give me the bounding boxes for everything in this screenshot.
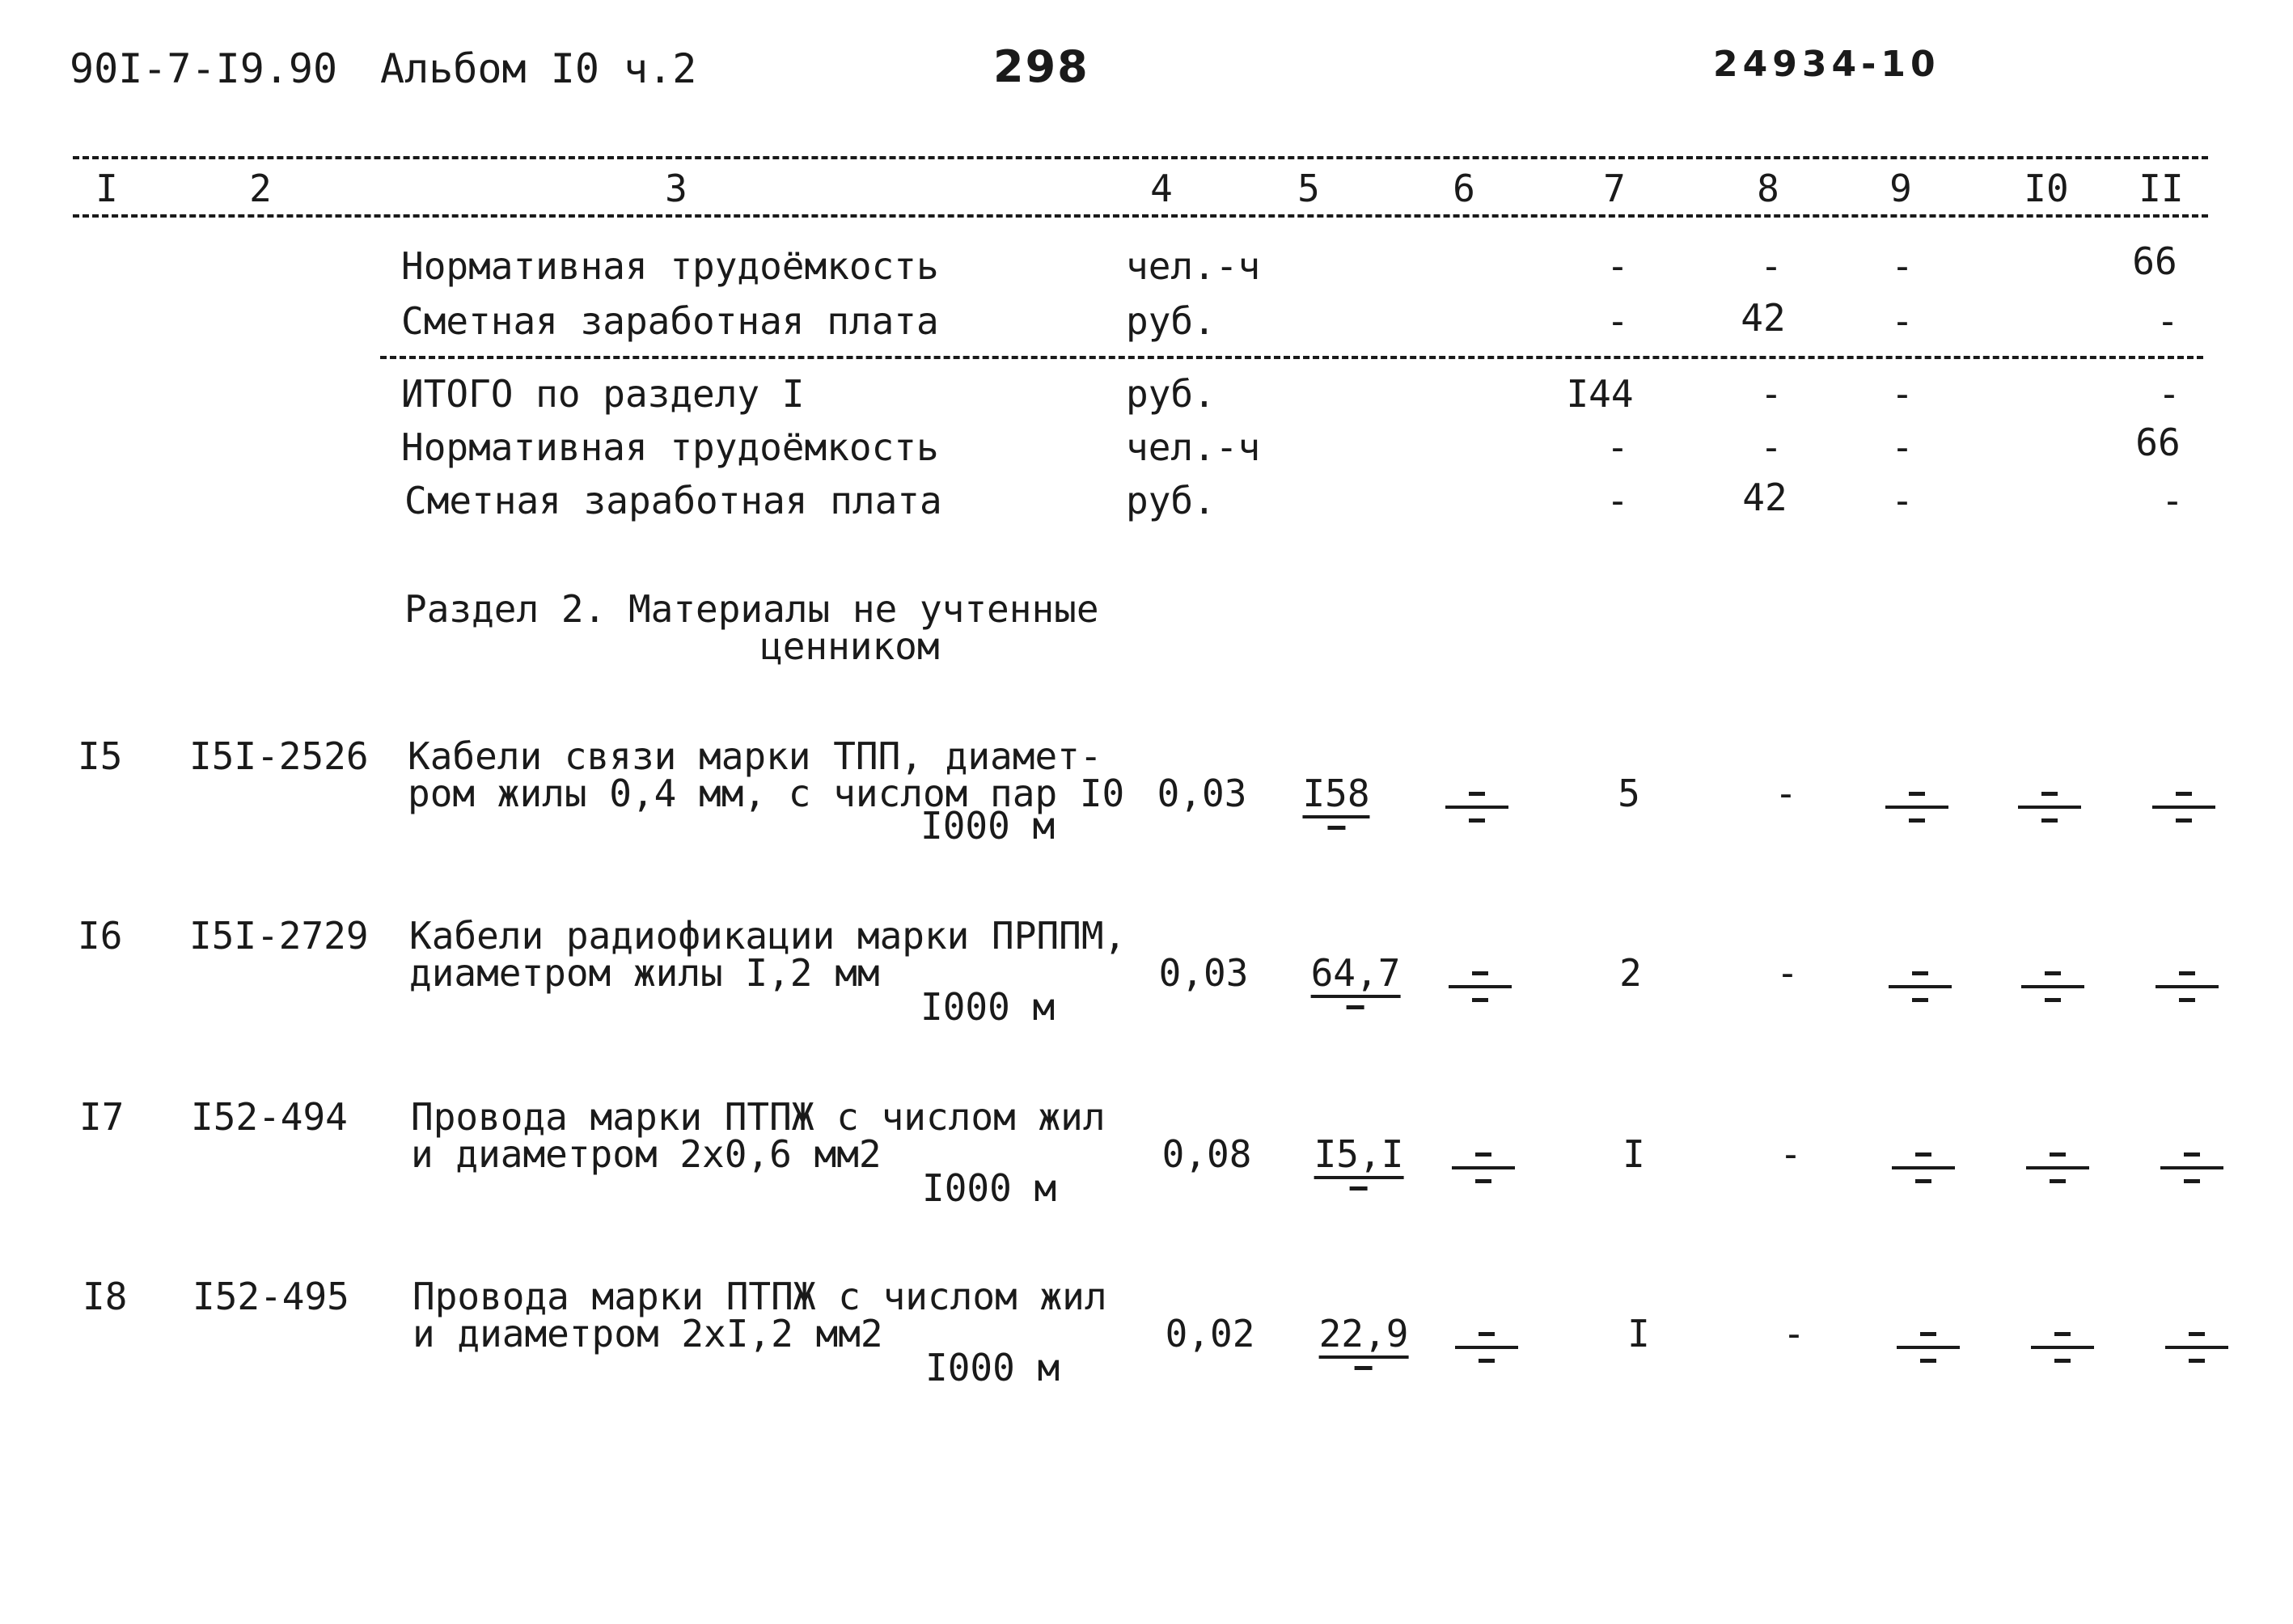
- empty-fraction-c6: [1445, 792, 1508, 824]
- summary-row-c7: -: [1606, 479, 1629, 522]
- summary-row-c9: -: [1891, 479, 1914, 522]
- item-quantity: 0,08: [1161, 1132, 1252, 1176]
- subtotal-rule: [380, 356, 2203, 359]
- empty-fraction-c10: [2026, 1152, 2089, 1185]
- page-number: 298: [993, 41, 1089, 92]
- summary-row-c11: 66: [2135, 421, 2181, 464]
- item-c7: 2: [1619, 951, 1642, 995]
- item-description: Кабели радиофикации марки ПРППМ,: [409, 914, 1127, 958]
- section-title: Раздел 2. Материалы не учтенные: [404, 587, 1099, 631]
- item-c8: -: [1783, 1312, 1805, 1355]
- subtotal-row-unit: руб.: [1126, 372, 1216, 416]
- item-price: I5,I: [1314, 1136, 1404, 1191]
- summary-row-label: Сметная заработная плата: [404, 479, 942, 522]
- summary-row-unit: руб.: [1126, 479, 1216, 522]
- item-description: Провода марки ПТПЖ с числом жил: [411, 1095, 1106, 1139]
- item-code: I5I-2729: [189, 914, 369, 958]
- column-header-11: II: [2139, 167, 2184, 210]
- item-number: I5: [78, 734, 123, 778]
- column-header-6: 6: [1453, 167, 1475, 210]
- item-c7: I: [1627, 1312, 1650, 1355]
- item-quantity: 0,03: [1157, 772, 1247, 815]
- column-header-2: 2: [249, 167, 272, 210]
- summary-row-c11: -: [2156, 299, 2179, 343]
- item-code: I52-495: [192, 1275, 349, 1318]
- empty-fraction-c11: [2152, 792, 2215, 824]
- item-number: I7: [79, 1095, 125, 1139]
- summary-row-c8: -: [1760, 425, 1783, 469]
- item-description-line2: и диаметром 2хI,2 мм2: [412, 1312, 883, 1355]
- column-header-3: 3: [665, 167, 687, 210]
- column-header-9: 9: [1889, 167, 1912, 210]
- item-c7: 5: [1618, 772, 1640, 815]
- item-description: Провода марки ПТПЖ с числом жил: [412, 1275, 1107, 1318]
- subtotal-row-c9: -: [1891, 372, 1914, 416]
- item-price: 22,9: [1319, 1315, 1409, 1370]
- item-c8: -: [1775, 772, 1797, 815]
- empty-fraction-c9: [1885, 792, 1948, 824]
- summary-row-c9: -: [1891, 244, 1914, 288]
- summary-row-c11: 66: [2132, 239, 2177, 283]
- empty-fraction-c10: [2031, 1332, 2094, 1364]
- column-header-4: 4: [1150, 167, 1173, 210]
- item-c7: I: [1622, 1132, 1645, 1176]
- summary-row-c9: -: [1891, 299, 1914, 343]
- empty-fraction-c10: [2021, 971, 2084, 1004]
- document-code: 90I-7-I9.90: [70, 45, 338, 92]
- empty-fraction-c11: [2156, 971, 2219, 1004]
- item-description-line2: диаметром жилы I,2 мм: [409, 951, 880, 995]
- item-code: I52-494: [191, 1095, 348, 1139]
- header-bottom-rule: [73, 214, 2208, 218]
- empty-fraction-c6: [1449, 971, 1512, 1004]
- empty-fraction-c10: [2018, 792, 2081, 824]
- item-price: 64,7: [1311, 954, 1401, 1009]
- column-header-8: 8: [1757, 167, 1779, 210]
- column-header-1: I: [95, 167, 118, 210]
- summary-row-unit: чел.-ч: [1126, 244, 1261, 288]
- subtotal-row-c7: I44: [1566, 372, 1634, 416]
- empty-fraction-c6: [1452, 1152, 1515, 1185]
- summary-row-c7: -: [1606, 299, 1629, 343]
- item-quantity: 0,02: [1165, 1312, 1255, 1355]
- summary-row-label: Сметная заработная плата: [401, 299, 939, 343]
- summary-row-unit: руб.: [1126, 299, 1216, 343]
- summary-row-unit: чел.-ч: [1126, 425, 1261, 469]
- item-unit: I000 м: [920, 804, 1056, 848]
- item-quantity: 0,03: [1158, 951, 1249, 995]
- column-header-5: 5: [1297, 167, 1320, 210]
- summary-row-c11: -: [2161, 479, 2184, 522]
- empty-fraction-c11: [2165, 1332, 2228, 1364]
- empty-fraction-c9: [1892, 1152, 1955, 1185]
- album-label: Альбом I0 ч.2: [380, 45, 697, 92]
- item-c8: -: [1776, 951, 1799, 995]
- item-code: I5I-2526: [189, 734, 369, 778]
- item-unit: I000 м: [922, 1166, 1057, 1210]
- summary-row-label: Нормативная трудоёмкость: [401, 244, 939, 288]
- summary-row-c7: -: [1606, 244, 1629, 288]
- summary-row-c7: -: [1606, 425, 1629, 469]
- item-unit: I000 м: [920, 985, 1056, 1029]
- section-title-continuation: ценником: [760, 624, 940, 668]
- column-header-7: 7: [1603, 167, 1626, 210]
- item-unit: I000 м: [925, 1346, 1060, 1389]
- item-number: I6: [78, 914, 123, 958]
- item-price: I58: [1302, 775, 1369, 830]
- item-number: I8: [82, 1275, 128, 1318]
- subtotal-row-label: ИТОГО по разделу I: [401, 372, 805, 416]
- item-c8: -: [1779, 1132, 1802, 1176]
- header-top-rule: [73, 156, 2208, 159]
- summary-row-c8: -: [1760, 244, 1783, 288]
- item-description-line2: ром жилы 0,4 мм, с числом пар I0: [408, 772, 1125, 815]
- summary-row-c8: 42: [1741, 296, 1786, 340]
- empty-fraction-c9: [1897, 1332, 1960, 1364]
- inventory-number: 24934-10: [1713, 44, 1940, 85]
- item-description-line2: и диаметром 2х0,6 мм2: [411, 1132, 882, 1176]
- column-header-10: I0: [2024, 167, 2069, 210]
- empty-fraction-c6: [1455, 1332, 1518, 1364]
- summary-row-c8: 42: [1742, 476, 1787, 519]
- empty-fraction-c11: [2160, 1152, 2223, 1185]
- item-description: Кабели связи марки ТПП, диамет-: [408, 734, 1102, 778]
- subtotal-row-c11: -: [2158, 372, 2181, 416]
- summary-row-c9: -: [1891, 425, 1914, 469]
- summary-row-label: Нормативная трудоёмкость: [401, 425, 939, 469]
- empty-fraction-c9: [1889, 971, 1952, 1004]
- subtotal-row-c8: -: [1760, 372, 1783, 416]
